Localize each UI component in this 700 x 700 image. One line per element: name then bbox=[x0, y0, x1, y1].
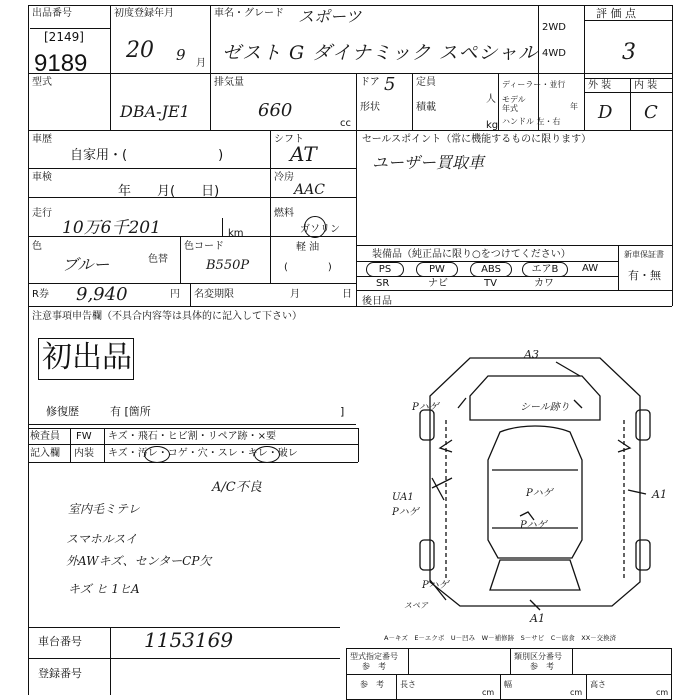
month-unit: 月 bbox=[290, 289, 300, 300]
chassis-number: 1153169 bbox=[144, 628, 234, 652]
fuel-gasoline: ガソリン bbox=[300, 224, 340, 235]
height-cm: cm bbox=[656, 688, 669, 697]
displacement-label: 排気量 bbox=[214, 77, 244, 88]
interior-label: 内 装 bbox=[634, 80, 658, 91]
registration-year: 20 bbox=[126, 38, 154, 63]
exterior-grade: D bbox=[598, 102, 613, 123]
interior-check-label: 内装 bbox=[74, 448, 94, 459]
model-code: DBA-JE1 bbox=[120, 102, 190, 121]
kg-unit: kg bbox=[486, 120, 499, 131]
mileage-label: 走行 bbox=[32, 208, 52, 219]
car-name-grade-label: 車名・グレード bbox=[214, 8, 284, 19]
lot-number-label: 出品番号 bbox=[32, 8, 72, 19]
registration-number-label: 登録番号 bbox=[38, 667, 82, 680]
length-label: 長さ bbox=[400, 680, 416, 689]
fuel-label: 燃料 bbox=[274, 208, 294, 219]
color-code-label: 色コード bbox=[184, 241, 224, 252]
handle-label: ハンドル 左・右 bbox=[502, 117, 561, 126]
diagram-a1-bottom: A1 bbox=[530, 612, 545, 625]
name-change-label: 名変期限 bbox=[194, 289, 234, 300]
equip-ps: PS bbox=[366, 262, 404, 277]
fw-label: FW bbox=[76, 431, 92, 442]
grade-sports: スポーツ bbox=[298, 7, 362, 26]
inspector-label: 検査員 bbox=[30, 431, 60, 442]
repair-history-value: 有 [箇所 bbox=[110, 405, 151, 418]
diagram-a1-right: A1 bbox=[652, 488, 667, 501]
wheel-fl bbox=[420, 410, 434, 440]
fuel-paren: ( ) bbox=[284, 262, 332, 273]
length-cm: cm bbox=[482, 688, 495, 697]
color-value: ブルー bbox=[62, 255, 110, 274]
warranty-label: 新車保証書 bbox=[624, 250, 664, 259]
equip-airbag: エアB bbox=[522, 262, 568, 277]
registration-month: 9 bbox=[176, 46, 186, 64]
evaluation-score-label: 評 価 点 bbox=[596, 7, 636, 20]
repair-history-close: ] bbox=[340, 405, 345, 418]
recycle-amount: 9,940 bbox=[76, 284, 128, 305]
color-label: 色 bbox=[32, 241, 42, 252]
sales-point-label: セールスポイント（常に機能するものに限ります） bbox=[362, 134, 592, 145]
remark-ac-fault: A/C不良 bbox=[212, 480, 262, 495]
equip-aw: AW bbox=[582, 263, 599, 274]
capacity-label: 定員 bbox=[416, 77, 436, 88]
model-year-label: モデル年式 bbox=[502, 95, 526, 113]
wheel-rr bbox=[636, 540, 650, 570]
inspection-label: 車検 bbox=[32, 172, 52, 183]
warranty-value: 有・無 bbox=[628, 269, 661, 282]
km-unit: km bbox=[228, 228, 244, 239]
recycle-label: R券 bbox=[32, 289, 49, 300]
dealer-label: ディーラー・並行 bbox=[502, 80, 566, 89]
type-ref-label: 参 考 bbox=[362, 662, 386, 671]
repair-history-label: 修復歴 bbox=[46, 405, 79, 418]
wheel-fr bbox=[636, 410, 650, 440]
interior-check-items: キズ・汚レ・コゲ・穴・スレ・キレ・破レ bbox=[108, 448, 298, 459]
mileage: 10万6千201 bbox=[62, 218, 161, 238]
sales-point-content: ユーザー買取車 bbox=[372, 153, 485, 172]
cc-unit: cc bbox=[340, 118, 351, 129]
door-label: ドア bbox=[360, 77, 380, 88]
load-label: 積載 bbox=[416, 102, 436, 113]
fuel-diesel: 軽 油 bbox=[296, 242, 320, 253]
door-count: 5 bbox=[384, 74, 396, 95]
reference-code: [2149] bbox=[44, 30, 84, 44]
notes-label: 注意事項申告欄（不具合内容等は具体的に記入して下さい） bbox=[32, 311, 302, 322]
equip-sr: SR bbox=[376, 278, 390, 289]
yen-unit: 円 bbox=[170, 289, 180, 300]
class-ref-label: 参 考 bbox=[530, 662, 554, 671]
equip-navi: ナビ bbox=[428, 278, 448, 289]
remarks-label: 記入欄 bbox=[30, 448, 60, 459]
diagram-seal-mark: シール跡り bbox=[520, 402, 570, 413]
type-designation-label: 型式指定番号 bbox=[350, 652, 398, 661]
hood-outline bbox=[490, 560, 580, 590]
2wd-option: 2WD bbox=[542, 22, 566, 33]
exterior-label: 外 装 bbox=[588, 80, 612, 91]
model-label: 型式 bbox=[32, 77, 52, 88]
first-registration-label: 初度登録年月 bbox=[114, 8, 174, 19]
year-suffix: 年 bbox=[570, 102, 578, 111]
height-label: 高さ bbox=[590, 680, 606, 689]
equip-tv: TV bbox=[484, 278, 497, 289]
width-label: 幅 bbox=[504, 680, 512, 689]
evaluation-score: 3 bbox=[622, 40, 636, 65]
equip-pw: PW bbox=[416, 262, 458, 277]
remark-smartkey: スマホルスイ bbox=[66, 532, 138, 546]
chassis-number-label: 車台番号 bbox=[38, 635, 82, 648]
shape-label: 形状 bbox=[360, 102, 380, 113]
ac-value: AAC bbox=[294, 182, 325, 198]
day-unit: 日 bbox=[342, 289, 352, 300]
lot-number: 9189 bbox=[34, 50, 88, 77]
diagram-paint-rear-left: Pハゲ bbox=[422, 580, 449, 591]
damage-legend: A－キズ E－エクボ U－凹み W－補修跡 S－サビ C－腐食 XX－交換済 bbox=[384, 634, 617, 642]
diagram-paint-roof: Pハゲ bbox=[526, 488, 553, 499]
equip-abs: ABS bbox=[470, 262, 512, 277]
shift-label: シフト bbox=[274, 134, 304, 145]
interior-grade: C bbox=[644, 102, 658, 123]
equipment-label: 装備品（純正品に限り○をつけてください） bbox=[372, 249, 571, 260]
shift-value: AT bbox=[290, 142, 317, 166]
diagram-spare: スペア bbox=[404, 601, 428, 610]
width-cm: cm bbox=[570, 688, 583, 697]
inspection-value: 年 月( 日) bbox=[118, 184, 220, 199]
displacement: 660 bbox=[258, 100, 293, 121]
car-name: ゼスト G ダイナミック スペシャル bbox=[222, 42, 539, 64]
class-number-label: 類別区分番号 bbox=[514, 652, 562, 661]
history-label: 車歴 bbox=[32, 134, 52, 145]
wheel-rl bbox=[420, 540, 434, 570]
ac-label: 冷房 bbox=[274, 172, 294, 183]
first-listing-stamp: 初出品 bbox=[42, 340, 132, 375]
fw-items: キズ・飛石・ヒビ割・リペア跡・×要 bbox=[108, 431, 276, 442]
history-value: 自家用・( ) bbox=[70, 148, 224, 163]
remark-interior-wear: 室内毛ミテレ bbox=[68, 502, 140, 516]
persons-unit: 人 bbox=[486, 94, 496, 105]
remark-other: キズ ヒ 1ヒA bbox=[68, 582, 140, 596]
dim-ref-label: 参 考 bbox=[360, 680, 384, 689]
color-code: B550P bbox=[206, 258, 250, 273]
diagram-paint-front-left: Pハゲ bbox=[412, 402, 439, 413]
car-outline bbox=[430, 358, 640, 606]
later-items-label: 後日品 bbox=[362, 296, 392, 307]
color-change-label: 色替 bbox=[148, 254, 168, 265]
diagram-a3: A3 bbox=[524, 348, 539, 361]
diagram-paint-left-mid: UA1 Pハゲ bbox=[392, 492, 419, 518]
equip-leather: カワ bbox=[534, 278, 554, 289]
remark-aw-scratch: 外AWキズ、センターCP欠 bbox=[66, 554, 212, 568]
diagram-paint-hood: Pハゲ bbox=[520, 520, 547, 531]
4wd-option: 4WD bbox=[542, 48, 566, 59]
month-suffix: 月 bbox=[196, 58, 206, 69]
